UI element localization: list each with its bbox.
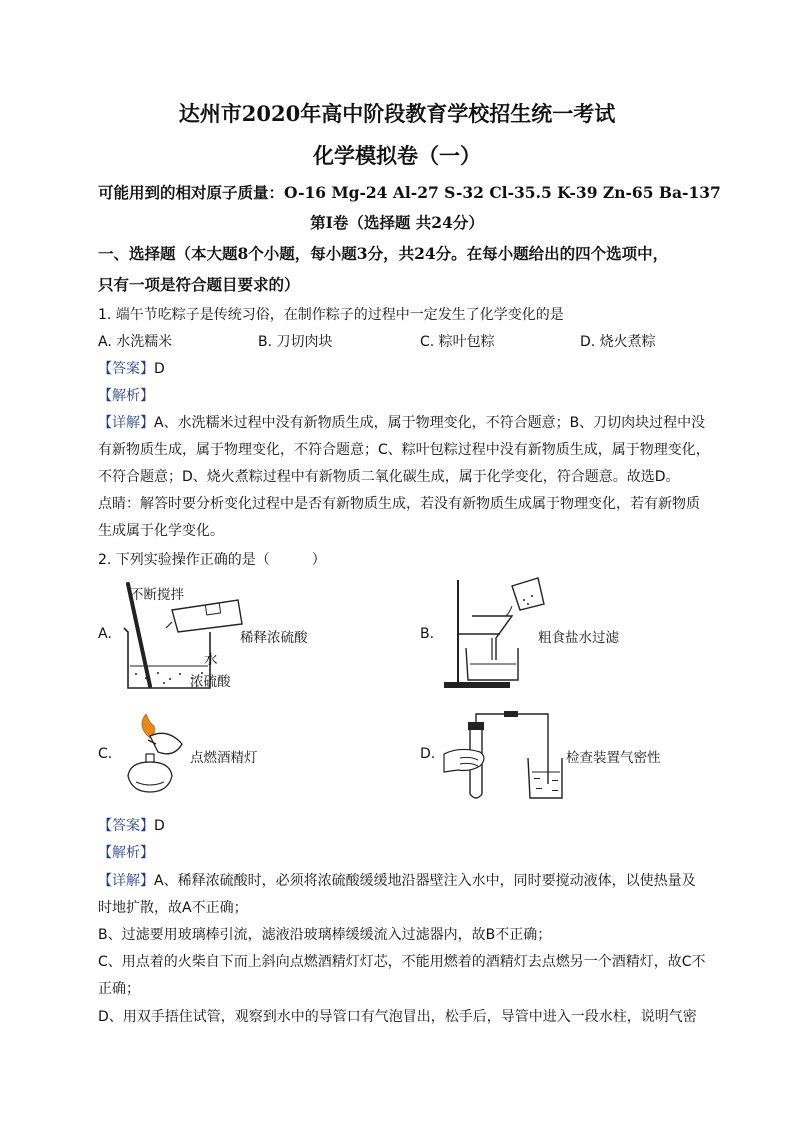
answer-tag: 【答案】: [98, 818, 154, 834]
detail-text: A、水洗糯米过程中没有新物质生成，属于物理变化，不符合题意；B、刀切肉块过程中没: [154, 415, 706, 431]
label-stir: 不断搅拌: [130, 587, 184, 603]
answer-value: D: [154, 818, 165, 834]
q1-detail-line: 不符合题意；D、烧火煮粽过程中有新物质二氧化碳生成，属于化学变化，符合题意。故选D。: [98, 469, 680, 485]
detail-tag: 【详解】: [98, 873, 154, 889]
airtightness-diagram: [440, 708, 570, 804]
exam-subtitle: 化学模拟卷（一）: [313, 143, 481, 168]
q2-answer: [98, 815, 698, 835]
q2-option-a-letter: A.: [98, 626, 112, 642]
label-filtration: 粗食盐水过滤: [538, 630, 619, 646]
answer-value: D: [154, 361, 165, 377]
volume-heading: 第Ⅰ卷（选择题 共24分）: [310, 213, 484, 232]
q1-analysis-tag: [98, 385, 698, 405]
q1-option-b: B. 刀切肉块: [258, 334, 333, 350]
q1-tip-line: 生成属于化学变化。: [98, 523, 224, 539]
q1-detail-line: [98, 412, 706, 432]
q1-option-d: D. 烧火煮粽: [580, 334, 656, 350]
q2-detail-line: [98, 870, 698, 890]
q1-answer: [98, 358, 698, 378]
q2-detail-line: C、用点着的火柴自下而上斜向点燃酒精灯灯芯，不能用燃着的酒精灯去点燃另一个酒精灯，故C不: [98, 954, 706, 970]
label-concentrated-acid: 浓硫酸: [190, 674, 231, 690]
q2-detail-line: B、过滤要用玻璃棒引流，滤液沿玻璃棒缓缓流入过滤器内，故B不正确；: [98, 927, 552, 943]
alcohol-lamp-diagram: [116, 710, 196, 800]
q1-option-c: C. 粽叶包粽: [420, 334, 495, 350]
q1-stem: 1. 端午节吃粽子是传统习俗，在制作粽子的过程中一定发生了化学变化的是: [98, 307, 564, 323]
q2-detail-line: 正确；: [98, 981, 140, 997]
q2-option-b-letter: B.: [420, 626, 435, 642]
filtration-diagram: [440, 576, 550, 692]
section-instructions-1: 一、选择题（本大题8个小题，每小题3分，共24分。在每小题给出的四个选项中，: [98, 244, 669, 263]
q2-option-c-letter: C.: [98, 746, 113, 762]
detail-text: A、稀释浓硫酸时，必须将浓硫酸缓缓地沿器壁注入水中，同时要搅动液体，以使热量及: [154, 873, 696, 889]
q2-detail-line: D、用双手捂住试管，观察到水中的导管口有气泡冒出，松手后，导管中进入一段水柱，说明气密: [98, 1009, 697, 1025]
q2-analysis-tag: [98, 842, 698, 862]
q1-tip-line: 点睛：解答时要分析变化过程中是否有新物质生成，若没有新物质生成属于物理变化，若有新物质: [98, 496, 700, 512]
detail-tag: 【详解】: [98, 415, 154, 431]
q2-detail-line: 时地扩散，故A不正确；: [98, 900, 248, 916]
label-airtightness: 检查装置气密性: [566, 750, 661, 766]
label-dilute-acid: 稀释浓硫酸: [240, 630, 308, 646]
q2-stem: 2. 下列实验操作正确的是（ ）: [98, 552, 326, 568]
answer-tag: 【答案】: [98, 361, 154, 377]
label-light-lamp: 点燃酒精灯: [190, 750, 258, 766]
atomic-masses: 可能用到的相对原子质量：O-16 Mg-24 Al-27 S-32 Cl-35.5 K-39 Zn-65 Ba-137: [98, 183, 721, 202]
q2-option-d-letter: D.: [420, 746, 436, 762]
label-water: 水: [204, 652, 218, 668]
q1-detail-line: 有新物质生成，属于物理变化，不符合题意；C、粽叶包粽过程中没有新物质生成，属于物理变化，: [98, 442, 710, 458]
exam-title: 达州市2020年高中阶段教育学校招生统一考试: [178, 101, 616, 126]
q1-option-a: A. 水洗糯米: [98, 334, 173, 350]
section-instructions-2: 只有一项是符合题目要求的）: [98, 275, 300, 294]
analysis-tag: 【解析】: [98, 388, 154, 404]
analysis-tag: 【解析】: [98, 845, 154, 861]
